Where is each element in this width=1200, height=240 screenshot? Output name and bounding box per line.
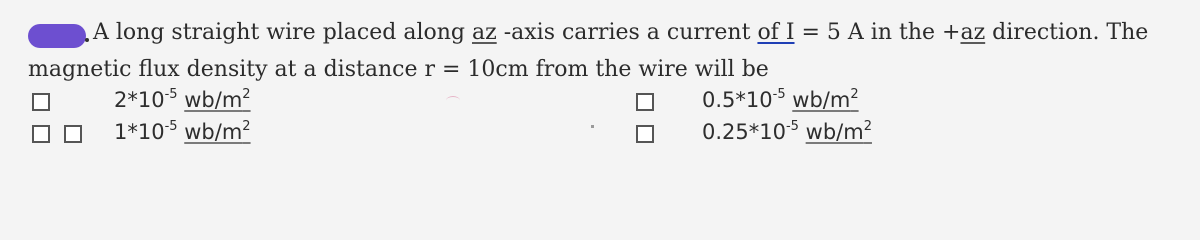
- option-1-label: [114, 87, 251, 112]
- option-4-unit-exponent: 2: [863, 119, 872, 134]
- option-1-exponent: -5: [164, 87, 178, 102]
- option-1-checkbox[interactable]: [32, 93, 50, 111]
- option-2-checkbox[interactable]: [32, 125, 50, 143]
- option-3-unit-exponent: 2: [850, 87, 859, 102]
- question-text-line-2: magnetic flux density at a distance r = 10cm from the wire will be: [28, 57, 769, 82]
- option-3-unit-text: wb/m: [792, 88, 851, 112]
- option-4-base: 0.25*10: [702, 120, 786, 144]
- option-2-base: 1*10: [114, 120, 165, 144]
- option-4-unit-text: wb/m: [805, 120, 864, 144]
- option-4-checkbox[interactable]: [636, 125, 654, 143]
- option-3-unit: [792, 88, 858, 112]
- option-4-unit: [806, 120, 872, 144]
- axis-label: az: [471, 20, 497, 45]
- option-2-exponent: -5: [164, 119, 178, 134]
- option-1-unit: [184, 88, 250, 112]
- option-2-unit: [184, 120, 250, 144]
- option-3-base: 0.5*10: [702, 88, 773, 112]
- option-2-label: [114, 119, 251, 144]
- option-1-base: 2*10: [114, 88, 165, 112]
- option-3-label: [702, 87, 859, 112]
- faint-pink-mark: [446, 96, 460, 105]
- option-4-label: [702, 119, 872, 144]
- option-3-exponent: -5: [772, 87, 786, 102]
- current-label: of I: [757, 20, 795, 45]
- option-2-unit-exponent: 2: [242, 119, 251, 134]
- option-1-unit-exponent: 2: [242, 87, 251, 102]
- direction-label: az: [960, 20, 986, 45]
- option-2-checkbox-duplicate[interactable]: [64, 125, 82, 143]
- question-number-period: [85, 38, 89, 42]
- question-text-line-1: [93, 20, 1148, 45]
- current-value: = 5 A in the +: [794, 20, 961, 45]
- option-2-unit-text: wb/m: [184, 120, 243, 144]
- question-text-start: A long straight wire placed along: [93, 20, 472, 45]
- question-text-end: direction. The: [985, 20, 1149, 45]
- option-1-unit-text: wb/m: [184, 88, 243, 112]
- stray-dot: [591, 125, 594, 128]
- redacted-question-number: [28, 24, 86, 48]
- option-4-exponent: -5: [785, 119, 799, 134]
- question-text-middle: -axis carries a current: [496, 20, 758, 45]
- option-3-checkbox[interactable]: [636, 93, 654, 111]
